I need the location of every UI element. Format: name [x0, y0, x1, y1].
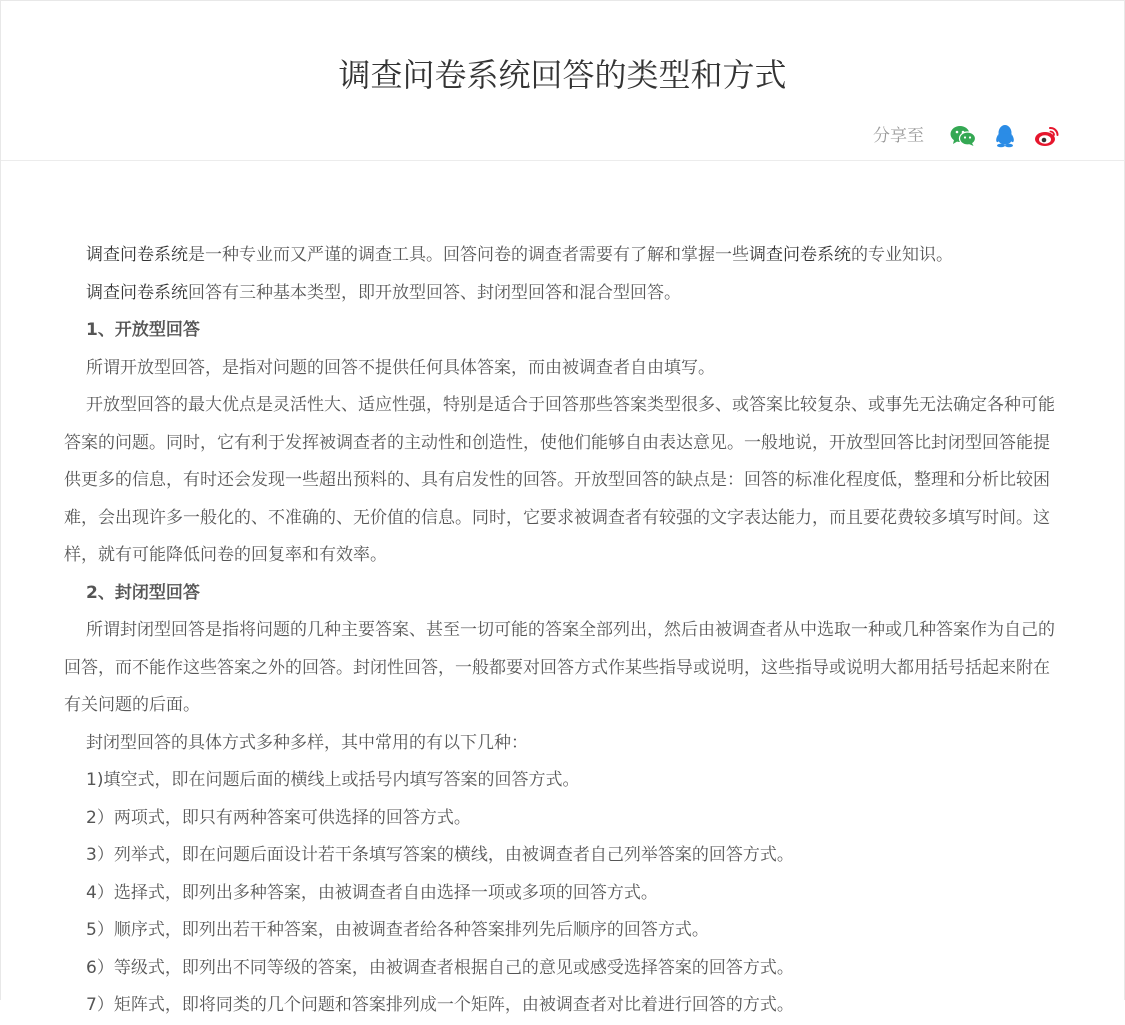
keyword-link[interactable]: 调查问卷系统 — [86, 282, 188, 303]
article-body — [64, 237, 1064, 1025]
section-heading-closed: 2、封闭型回答 — [86, 582, 200, 603]
article-header — [1, 1, 1124, 161]
keyword-link[interactable]: 调查问卷系统 — [749, 245, 851, 265]
page-title: 调查问卷系统回答的类型和方式 — [338, 56, 787, 94]
list-item: 1)填空式，即在问题后面的横线上或括号内填写答案的回答方式。 — [86, 770, 580, 790]
wechat-icon[interactable] — [948, 121, 978, 151]
list-item: 7）矩阵式，即将同类的几个问题和答案排列成一个矩阵，由被调查者对比着进行回答的方式。 — [86, 995, 794, 1015]
section-heading-open: 1、开放型回答 — [86, 320, 200, 340]
intro-paragraph: 调查问卷系统是一种专业而又严谨的调查工具。回答问卷的调查者需要有了解和掌握一些调查问卷系统的专业知识。 — [86, 245, 953, 265]
open-detail: 开放型回答的最大优点是灵活性大、适应性强，特别是适合于回答那些答案类型很多、或答案比较复杂、或事先无法确定各种可能答案的问题。同时，它有利于发挥被调查者的主动性和创造性，使他们能够自由表达意见。一般地说，开放型回答比封闭型回答能提供更多的信息，有时还会发现一些超出预料的、具有启发性的回答。开放型回答的缺点是：回答的标准化程度低，整理和分析比较困难，会出现许多一般化的、不准确的、无价值的信息。同时，它要求被调查者有较强的文字表达能力，而且要花费较多填写时间。这样，就有可能降低问卷的回复率和有效率。 — [64, 395, 1055, 565]
list-item: 2）两项式，即只有两种答案可供选择的回答方式。 — [86, 807, 471, 828]
list-item: 5）顺序式，即列出若干种答案，由被调查者给各种答案排列先后顺序的回答方式。 — [86, 920, 709, 940]
share-bar — [873, 121, 1062, 151]
weibo-icon[interactable] — [1032, 121, 1062, 151]
keyword-link[interactable]: 调查问卷系统 — [86, 245, 188, 265]
closed-ways: 封闭型回答的具体方式多种多样，其中常用的有以下几种： — [86, 732, 528, 753]
list-item: 4）选择式，即列出多种答案，由被调查者自由选择一项或多项的回答方式。 — [86, 882, 658, 903]
list-item: 3）列举式，即在问题后面设计若干条填写答案的横线，由被调查者自己列举答案的回答方式。 — [86, 845, 794, 865]
open-definition: 所谓开放型回答，是指对问题的回答不提供任何具体答案，而由被调查者自由填写。 — [86, 357, 715, 378]
closed-definition: 所谓封闭型回答是指将问题的几种主要答案、甚至一切可能的答案全部列出，然后由被调查者从中选取一种或几种答案作为自己的回答，而不能作这些答案之外的回答。封闭性回答，一般都要对回答方式作某些指导或说明，这些指导或说明大都用括号括起来附在有关问题的后面。 — [64, 620, 1055, 715]
list-item: 6）等级式，即列出不同等级的答案，由被调查者根据自己的意见或感受选择答案的回答方式。 — [86, 957, 794, 978]
qq-icon[interactable] — [990, 121, 1020, 151]
share-label: 分享至 — [873, 126, 924, 146]
types-paragraph: 调查问卷系统回答有三种基本类型，即开放型回答、封闭型回答和混合型回答。 — [86, 282, 681, 303]
